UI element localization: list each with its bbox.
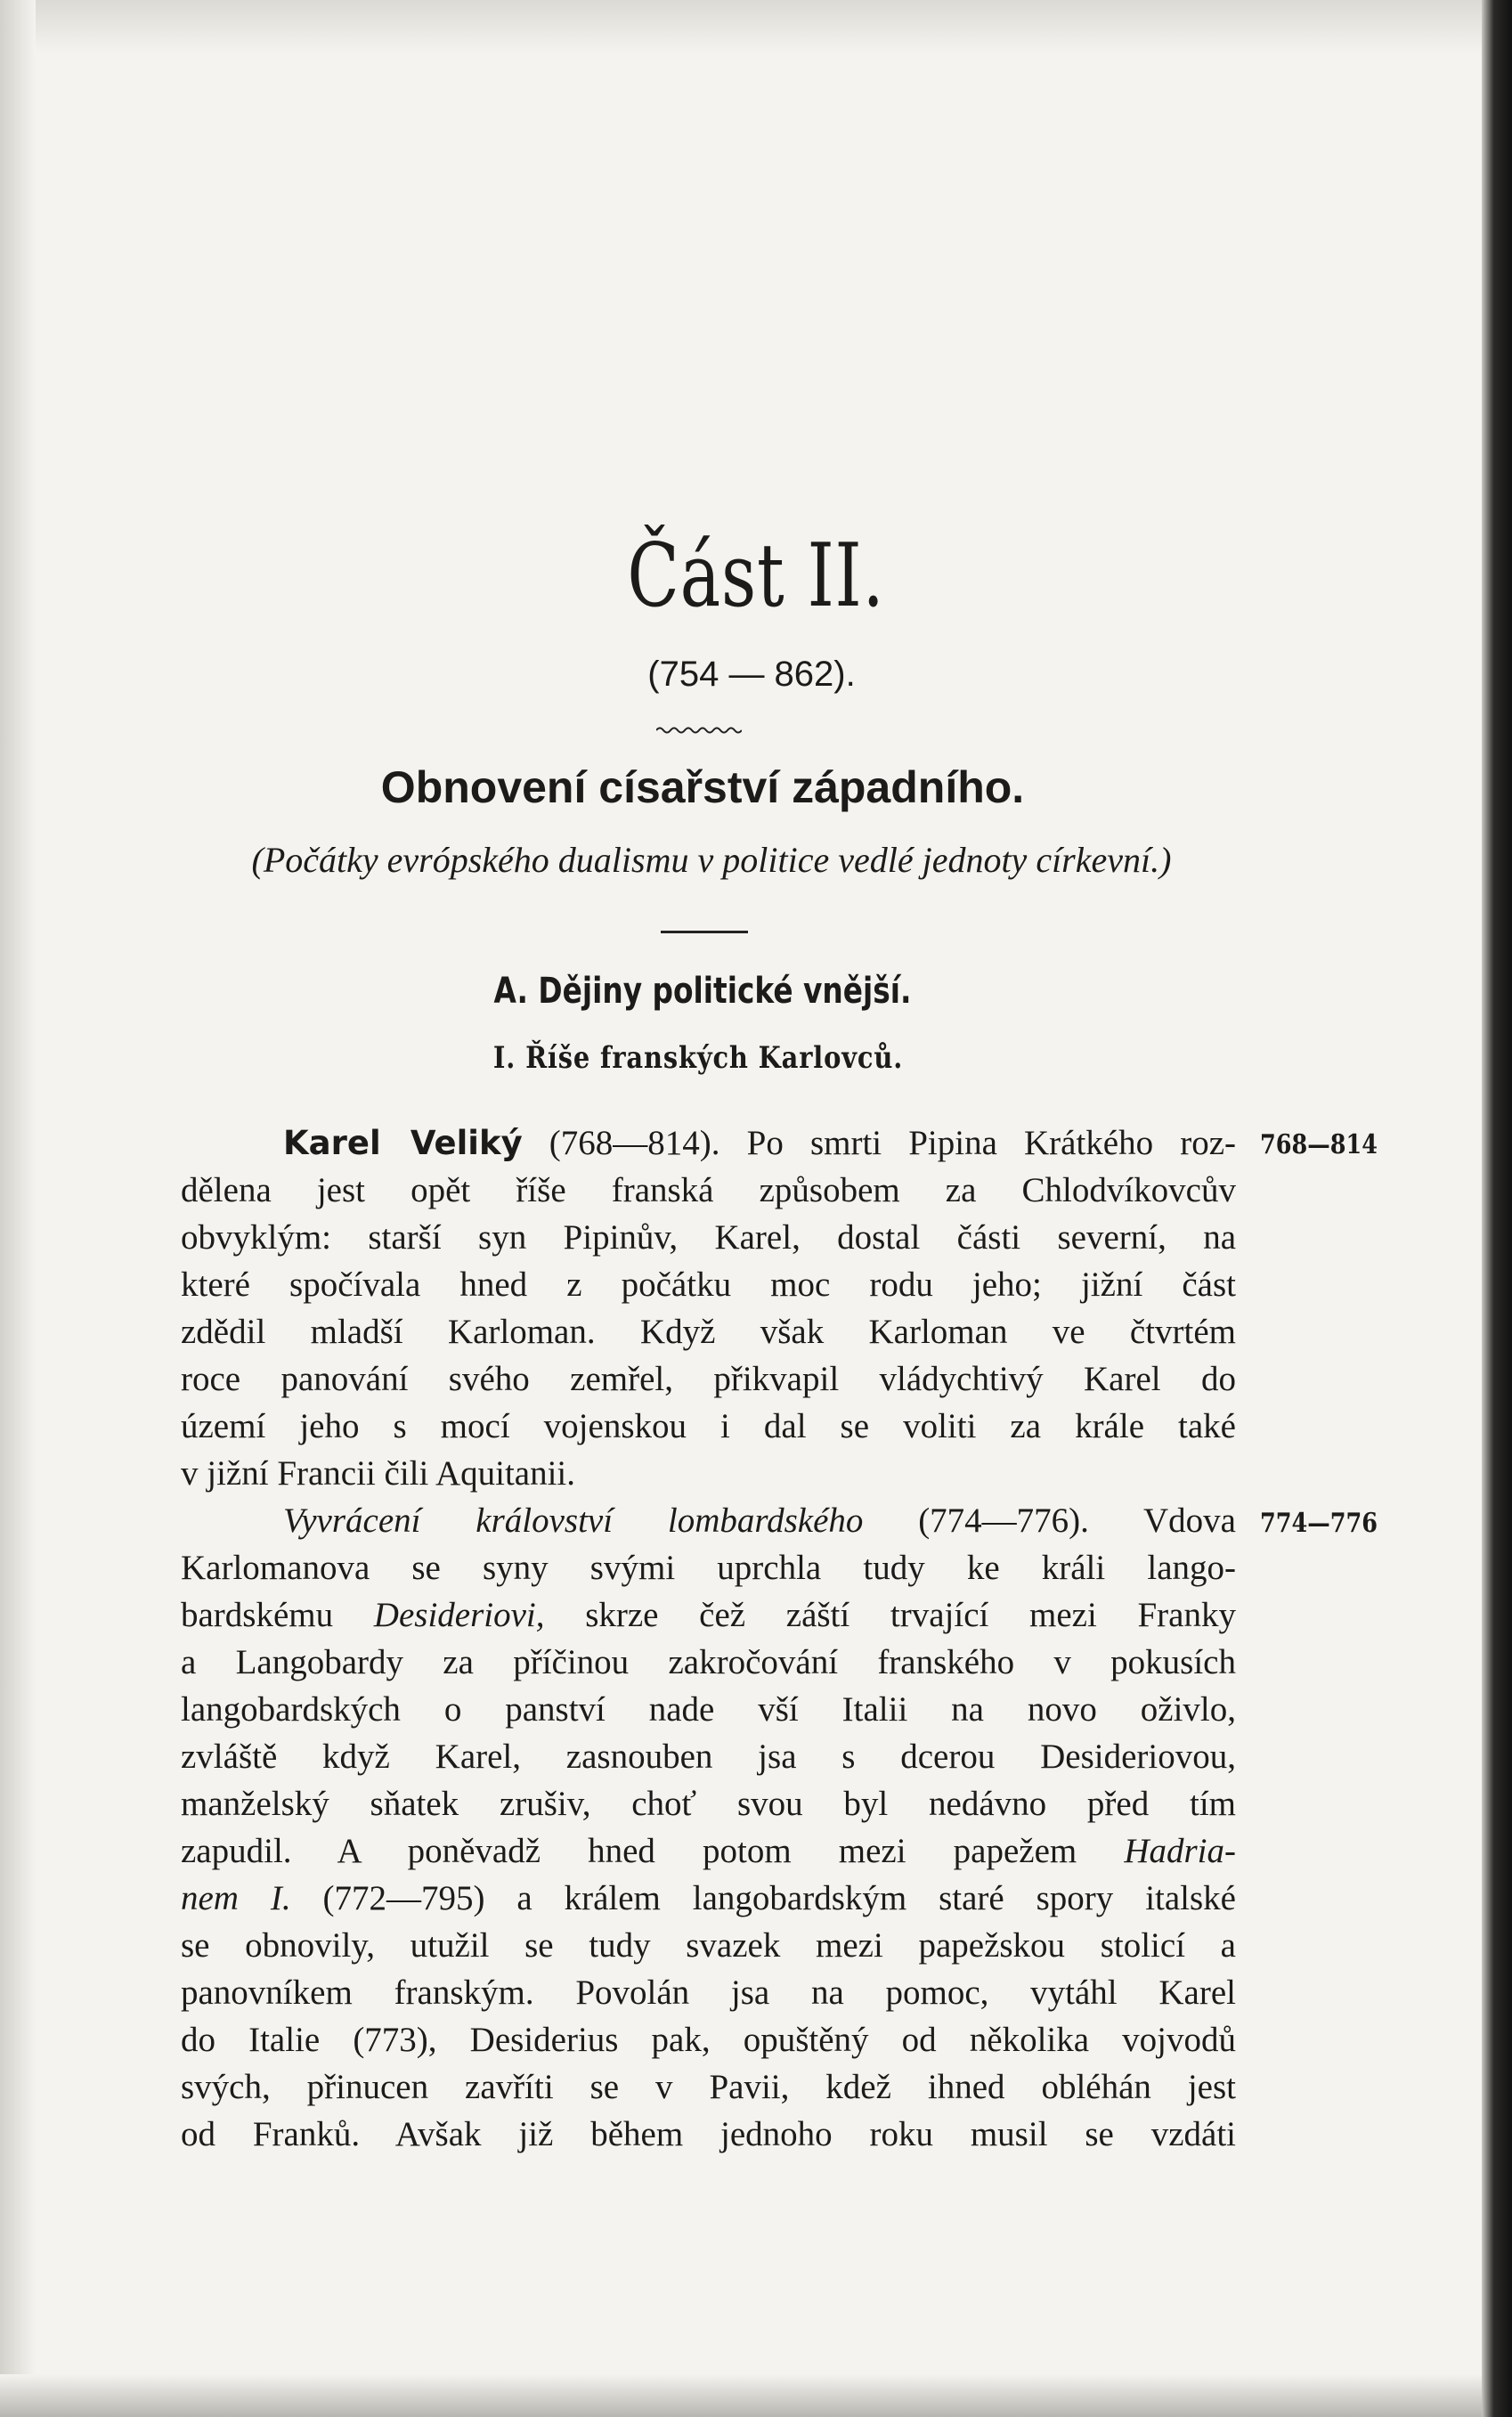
text-line: manželský sňatek zrušiv, choť svou byl nedávno před tím — [181, 1785, 1236, 1823]
scan-edge-top — [0, 0, 1512, 53]
text-span: skrze čež záští trvající mezi Franky — [544, 1596, 1236, 1634]
wavy-ornament — [656, 726, 742, 735]
name-italic: Hadria- — [1124, 1832, 1236, 1870]
text-line — [181, 1591, 1236, 1639]
paragraph-lombard-kingdom — [181, 1497, 1236, 2158]
text-line: panovníkem franským. Povolán jsa na pomoc, vytáhl Karel — [181, 1973, 1236, 2012]
text-span: zapudil. A poněvadž hned potom mezi papežem — [181, 1832, 1125, 1870]
scan-edge-left — [0, 0, 36, 2417]
text-line: roce panování svého zemřel, přikvapil vládychtivý Karel do — [181, 1360, 1236, 1398]
margin-note: 768—814 — [1260, 1129, 1378, 1160]
text-line: svých, přinucen zavříti se v Pavii, kdež ihned obléhán jest — [181, 2068, 1236, 2106]
chapter-title: Obnovení císařství západního. — [380, 762, 1025, 812]
text-line — [181, 1119, 1236, 1167]
scan-edge-bottom — [0, 2374, 1512, 2417]
name-italic: nem I. — [181, 1879, 291, 1917]
part-title: Část II. — [627, 525, 885, 627]
divider-rule — [661, 931, 748, 933]
chapter-subtitle: (Počátky evrópského dualismu v politice vedlé jednoty církevní.) — [251, 840, 1172, 880]
text-line: obvyklým: starší syn Pipinův, Karel, dostal části severní, na — [181, 1218, 1236, 1257]
subsection-title: I. Říše franských Karlovců. — [492, 1040, 904, 1076]
paragraph-lead: Karel Veliký — [283, 1124, 523, 1162]
text-span: bardskému — [181, 1596, 374, 1634]
name-italic: Desideriovi, — [373, 1596, 545, 1634]
text-line: zvláště když Karel, zasnouben jsa s dcerou Desideriovou, — [181, 1737, 1236, 1776]
text-line: do Italie (773), Desiderius pak, opuštěný od několika vojvodů — [181, 2021, 1236, 2059]
text-line: dělena jest opět říše franská způsobem za Chlodvíkovcův — [181, 1171, 1236, 1209]
text-line: území jeho s mocí vojenskou i dal se voliti za krále také — [181, 1407, 1236, 1445]
paragraph-karel-veliky — [181, 1119, 1236, 1497]
text-line: langobardských o panství nade vší Italii na novo oživlo, — [181, 1690, 1236, 1729]
text-line — [181, 1497, 1236, 1544]
text-line: zdědil mladší Karloman. Když však Karloman ve čtvrtém — [181, 1313, 1236, 1351]
text-span: (768—814). Po smrti Pipina Krátkého roz- — [522, 1124, 1236, 1162]
section-title: A. Dějiny politické vnější. — [493, 971, 912, 1012]
text-line — [181, 1827, 1236, 1875]
scan-edge-right — [1482, 0, 1512, 2417]
text-line: a Langobardy za příčinou zakročování franského v pokusích — [181, 1643, 1236, 1681]
text-line: Karlomanova se syny svými uprchla tudy ke králi lango- — [181, 1549, 1236, 1587]
text-span: (774—776). Vdova — [863, 1501, 1236, 1540]
paragraph-lead: Vyvrácení království lombardského — [283, 1501, 864, 1540]
text-line: které spočívala hned z počátku moc rodu jeho; jižní část — [181, 1265, 1236, 1304]
text-line: se obnovily, utužil se tudy svazek mezi papežskou stolicí a — [181, 1926, 1236, 1965]
text-line: v jižní Francii čili Aquitanii. — [181, 1454, 576, 1493]
margin-note: 774—776 — [1260, 1508, 1378, 1539]
text-line — [181, 1875, 1236, 1922]
text-line: od Franků. Avšak již během jednoho roku musil se vzdáti — [181, 2115, 1236, 2153]
text-span: (772—795) a králem langobardským staré spory italské — [290, 1879, 1236, 1917]
part-years: (754 — 862). — [647, 655, 856, 694]
